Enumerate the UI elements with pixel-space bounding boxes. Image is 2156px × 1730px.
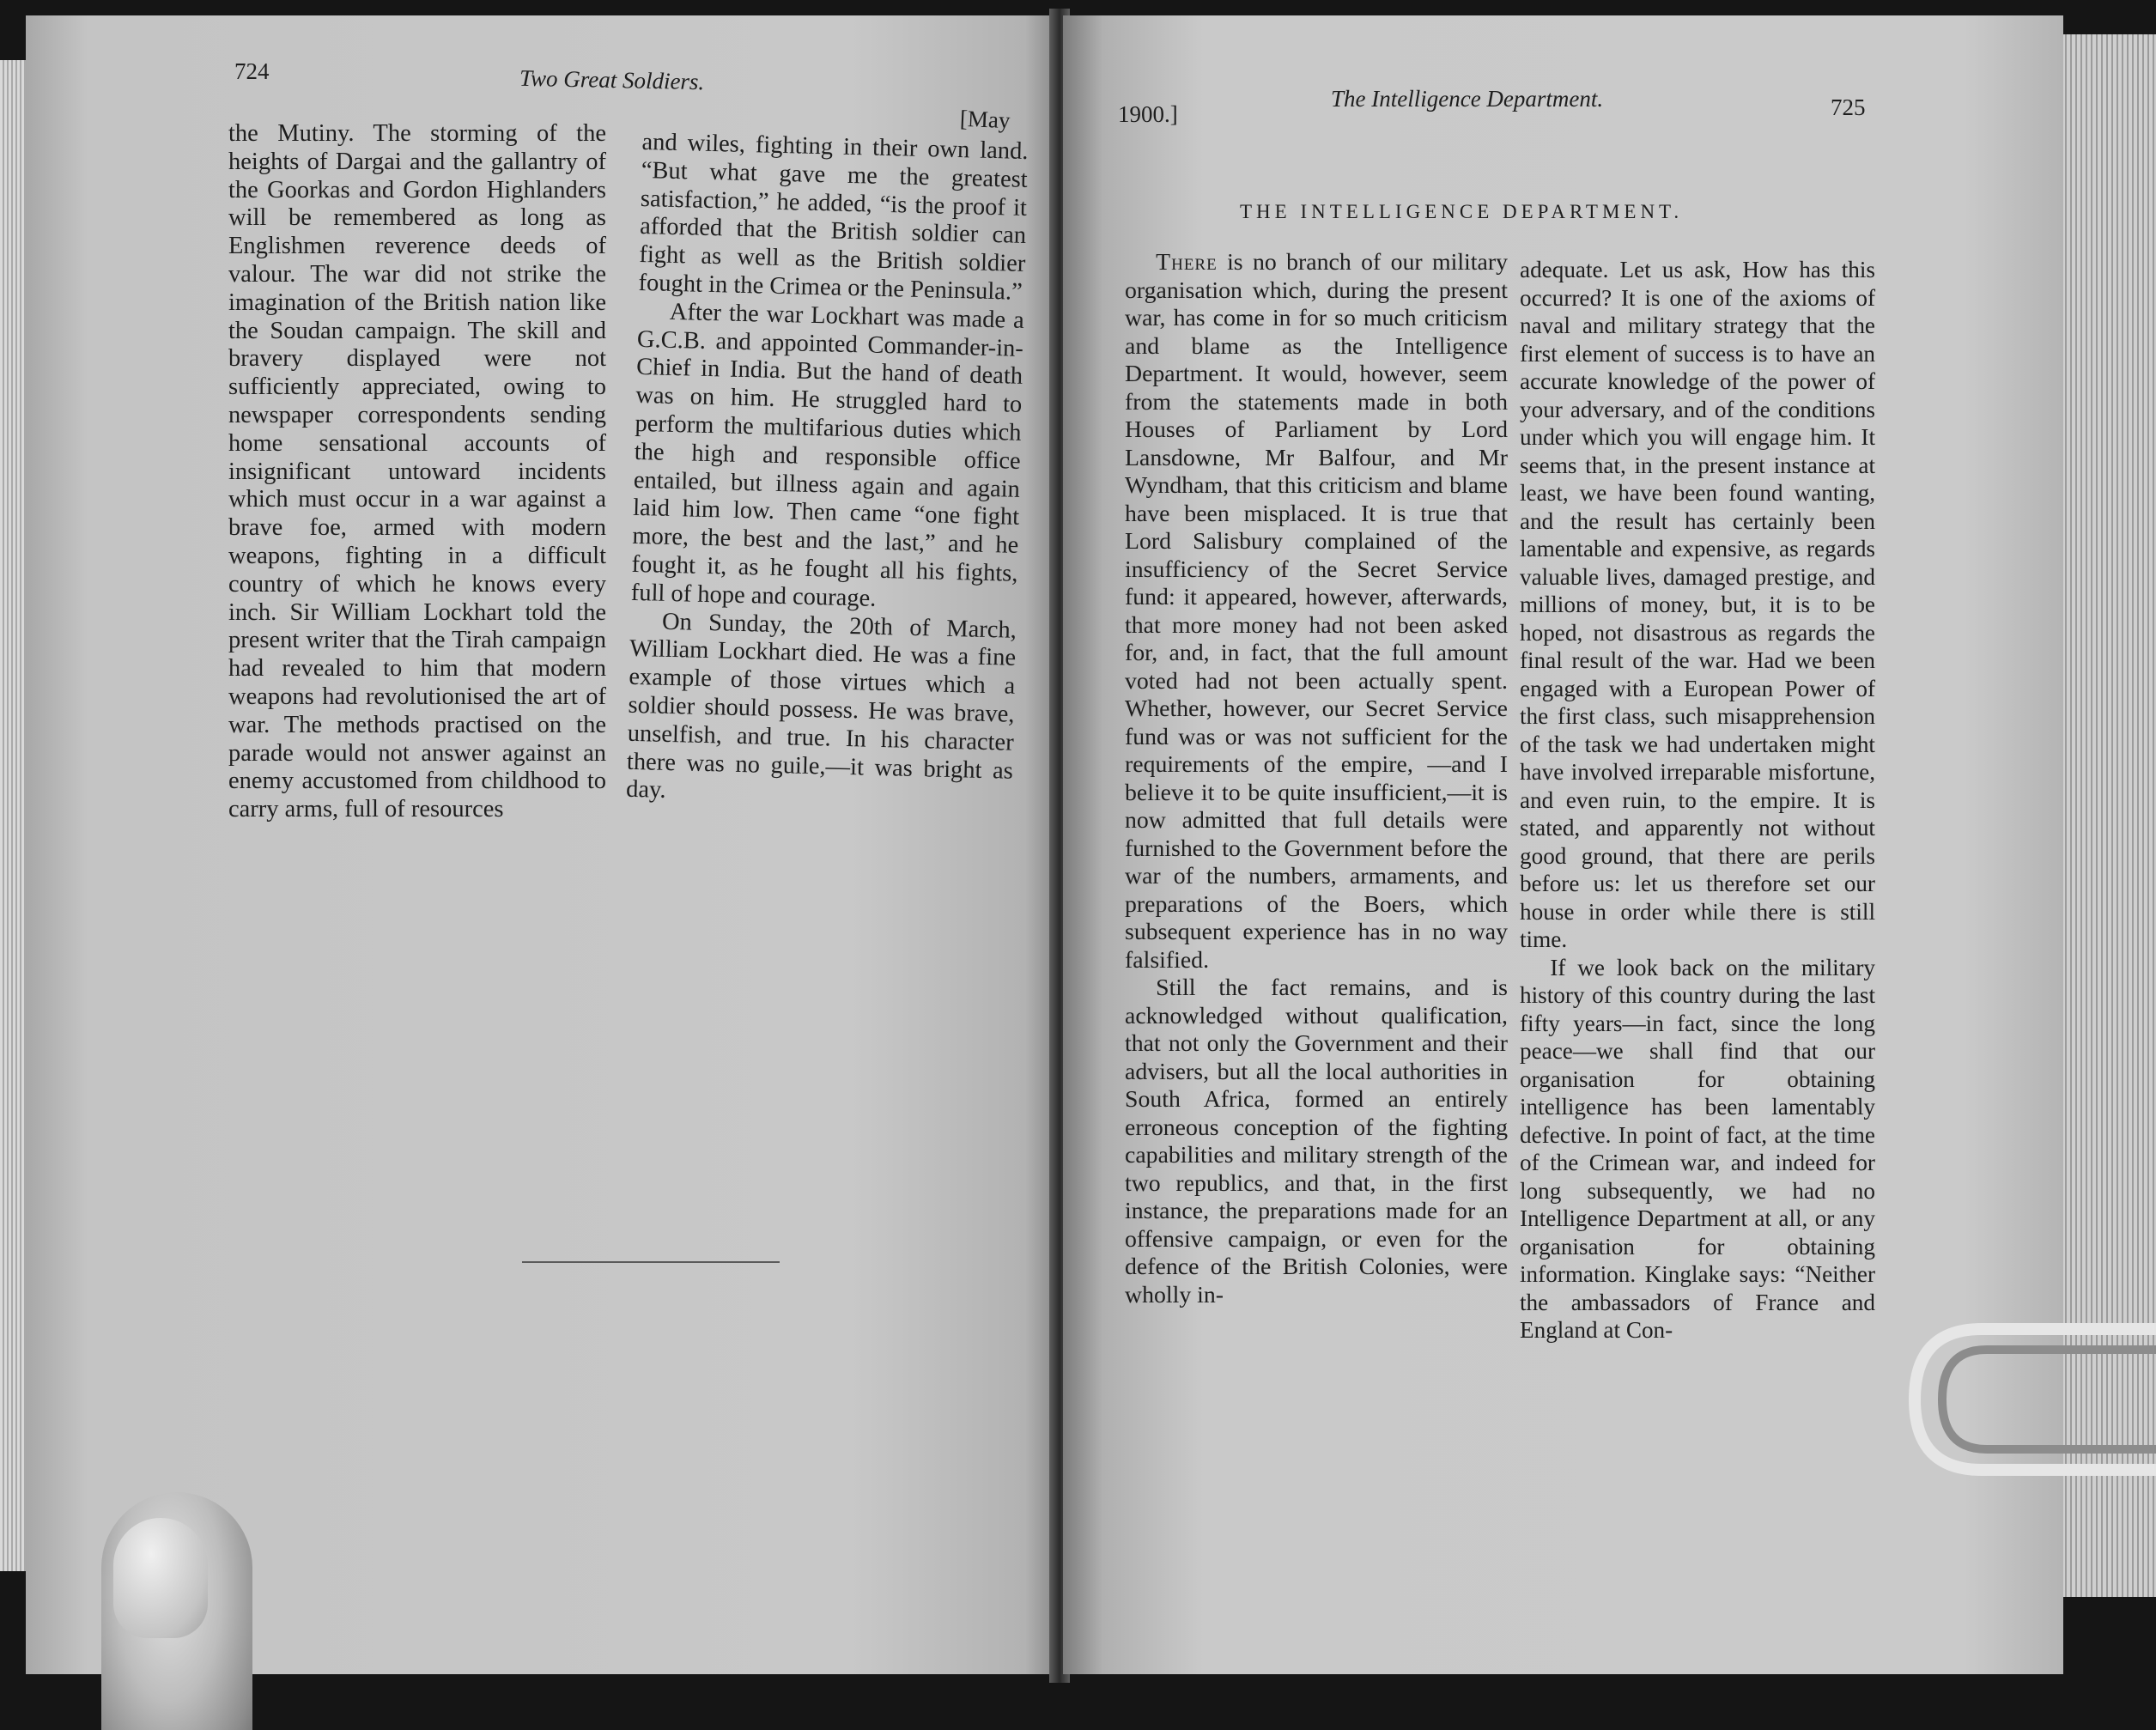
left-page <box>26 15 1056 1674</box>
paper-clip-icon <box>1904 1314 2156 1502</box>
article-heading: THE INTELLIGENCE DEPARTMENT. <box>1240 201 1684 222</box>
paragraph-text: is no branch of our military organisation which, during the present war, has come in for so much criticism and blame as the Intelligence Department. It would, however, seem from the statements made in both Houses of Parliament by Lord Lansdowne, Mr Balfour, and Mr Wyndham, that this criticism and blame have been misplaced. It is true that Lord Salisbury complained of the insufficiency of the Secret Service fund: it appeared, however, afterwards, that more money had not been asked for, and, in fact, that the full amount voted had not been actually spent. Whether, however, our Secret Service fund was or was not sufficient for the requirements of the empire, —and I believe it to be quite insufficient,—it is now admitted that full details were furnished to the Government before the war of the numbers, armaments, and preparations of the Boers, which subsequent experience has in no way falsified. <box>1125 249 1508 974</box>
paragraph: and wiles, fighting in their own land. “But what gave me the greatest satisfaction,” he added, “is the proof it afforded that the British soldier can fight as well as the British soldier fought in the Crimea or the Peninsula.” <box>638 129 1029 306</box>
left-running-title: Two Great Soldiers. <box>519 64 705 95</box>
paragraph: On Sunday, the 20th of March, William Lockhart died. He was a fine example of those virtues which a soldier should possess. He was brave, unselfish, and true. In his character there was no guile,—it was bright as day. <box>625 608 1017 804</box>
right-column-2 <box>1520 256 1875 1345</box>
drop-word: There <box>1156 249 1218 276</box>
right-date-marker: 1900.] <box>1118 101 1178 127</box>
paragraph <box>1125 249 1508 974</box>
thumb <box>101 1492 252 1730</box>
right-page-number: 725 <box>1831 94 1866 120</box>
left-page-number: 724 <box>234 58 270 84</box>
section-end-rule <box>522 1261 780 1263</box>
left-date-marker: [May <box>959 105 1011 134</box>
left-column-1 <box>228 120 606 824</box>
paragraph: Still the fact remains, and is acknowledged without qualification, that not only the Government and their advisers, but all the local authorities in South Africa, formed an entirely erroneous conception of the fighting capabilities and military strength of the two republics, and that, in the first instance, the preparations made for an offensive campaign, or even for the defence of the British Colonies, were wholly in- <box>1125 974 1508 1308</box>
right-column-1 <box>1125 249 1508 1309</box>
paragraph: the Mutiny. The storming of the heights of Dargai and the gallantry of the Goorkas and Gordon Highlanders will be remembered as long as Englishmen reverence deeds of valour. The war did not strike the imagination of the British nation like the Soudan campaign. The skill and bravery displayed were not sufficiently appreciated, owing to newspaper correspondents sending home sensational accounts of insignificant untoward incidents which must occur in a war against a brave foe, armed with modern weapons, fighting in a difficult country of which he knows every inch. Sir William Lockhart told the present writer that the Tirah campaign had revealed to him that modern weapons had revolutionised the art of war. The methods practised on the parade would not answer against an enemy accustomed from childhood to carry arms, full of resources <box>228 120 606 823</box>
right-running-title: The Intelligence Department. <box>1331 86 1604 112</box>
paragraph: adequate. Let us ask, How has this occurred? It is one of the axioms of naval and military strategy that the first element of success is to have an accurate knowledge of the power of your adversary, and of the conditions under which you will engage him. It seems that, in the present instance at least, we have been found wanting, and the result has certainly been lamentable and expensive, as regards valuable lives, damaged prestige, and millions of money, but, it is to be hoped, not disastrous as regards the final result of the war. Had we been engaged with a European Power of the first class, such misapprehension of the task we had undertaken might have involved irreparable misfortune, and even ruin, to the empire. It is stated, and apparently not without good ground, that there are perils before us: let us therefore set our house in order while there is still time. <box>1520 257 1875 952</box>
paragraph: After the war Lockhart was made a G.C.B. and appointed Commander-in-Chief in India. But the hand of death was on him. He struggled hard to perform the multifarious duties which the high and responsible office entailed, but illness again and again laid him low. Then came “one fight more, the best and the last,” and he fought it, as he fought all his fights, full of hope and courage. <box>630 298 1025 612</box>
thumbnail <box>113 1518 208 1638</box>
left-column-2 <box>626 129 1029 814</box>
paragraph: If we look back on the military history of this country during the last fifty years—in fact, since the long peace—we shall find that our organisation for obtaining intelligence has been lamentably defective. In point of fact, at the time of the Crimean war, and indeed for long subsequently, we had no Intelligence Department at all, or any organisation for obtaining information. Kinglake says: “Neither the ambassadors of France and England at Con- <box>1520 954 1875 1343</box>
